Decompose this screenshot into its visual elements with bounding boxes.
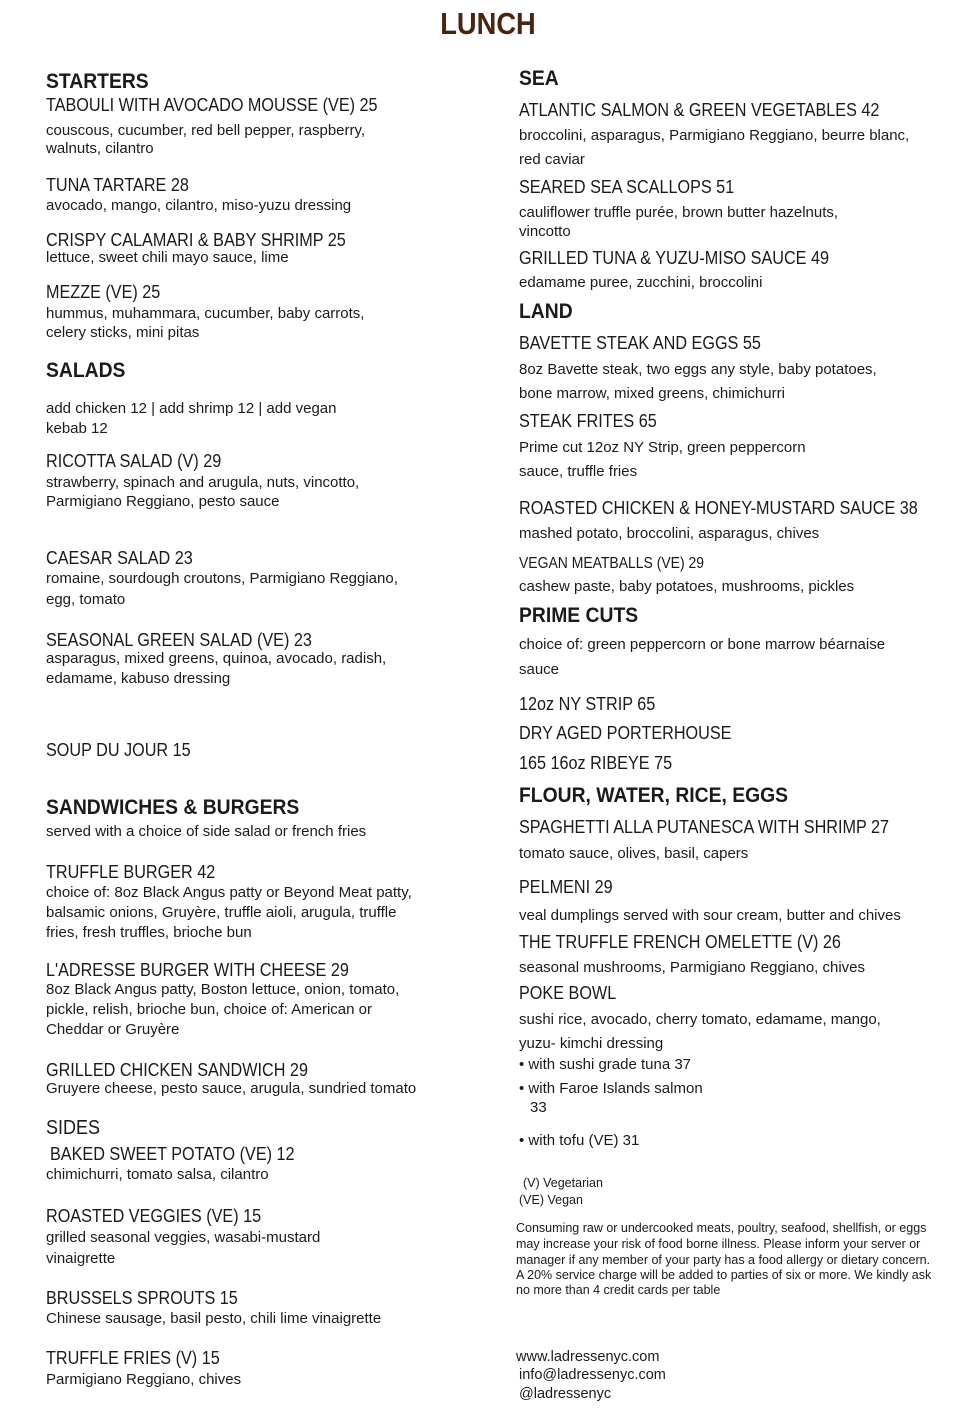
menu-item-desc: 8oz Bavette steak, two eggs any style, baby potatoes, — [519, 361, 877, 378]
menu-item-name: STEAK FRITES 65 — [519, 411, 657, 431]
menu-item-name: TRUFFLE FRIES (V) 15 — [46, 1348, 220, 1368]
section-heading-sandwiches: SANDWICHES & BURGERS — [46, 796, 300, 819]
poke-option: • with Faroe Islands salmon — [519, 1080, 703, 1097]
disclaimer-line: Consuming raw or undercooked meats, poultry, seafood, shellfish, or eggs — [516, 1221, 927, 1235]
menu-item-desc: hummus, muhammara, cucumber, baby carrots, — [46, 305, 365, 322]
legend-vegetarian: (V) Vegetarian — [523, 1176, 603, 1190]
menu-item-name: RICOTTA SALAD (V) 29 — [46, 451, 222, 471]
menu-item-desc: edamame puree, zucchini, broccolini — [519, 274, 763, 291]
section-heading-starters: STARTERS — [46, 70, 149, 93]
menu-item-name: SEARED SEA SCALLOPS 51 — [519, 177, 735, 197]
menu-item-desc: Gruyere cheese, pesto sauce, arugula, sundried tomato — [46, 1080, 417, 1097]
menu-item-desc: seasonal mushrooms, Parmigiano Reggiano, chives — [519, 959, 866, 976]
menu-item-desc: romaine, sourdough croutons, Parmigiano Reggiano, — [46, 570, 398, 587]
menu-item-name: CRISPY CALAMARI & BABY SHRIMP 25 — [46, 230, 346, 250]
menu-item-name: CAESAR SALAD 23 — [46, 548, 193, 568]
menu-item-desc: yuzu- kimchi dressing — [519, 1035, 664, 1052]
section-note: served with a choice of side salad or french fries — [46, 823, 367, 840]
section-note: choice of: green peppercorn or bone marrow béarnaise — [519, 636, 886, 653]
menu-item-desc: vinaigrette — [46, 1250, 116, 1267]
disclaimer-line: no more than 4 credit cards per table — [516, 1283, 721, 1297]
menu-item-name: TUNA TARTARE 28 — [46, 175, 189, 195]
disclaimer-line: manager if any member of your party has a food allergy or dietary concern. — [516, 1253, 931, 1267]
social-handle[interactable]: @ladressenyc — [519, 1386, 612, 1402]
salad-addons: kebab 12 — [46, 420, 108, 437]
menu-item-desc: mashed potato, broccolini, asparagus, chives — [519, 525, 820, 542]
menu-item-desc: broccolini, asparagus, Parmigiano Reggiano, beurre blanc, — [519, 127, 910, 144]
menu-item-desc: walnuts, cilantro — [46, 140, 154, 157]
menu-item-name: SEASONAL GREEN SALAD (VE) 23 — [46, 630, 312, 650]
website-link[interactable]: www.ladressenyc.com — [516, 1349, 660, 1365]
menu-item-name: GRILLED CHICKEN SANDWICH 29 — [46, 1060, 308, 1080]
menu-item-name: DRY AGED PORTERHOUSE — [519, 723, 732, 743]
menu-item-desc: sauce, truffle fries — [519, 463, 638, 480]
menu-item-desc: Chinese sausage, basil pesto, chili lime vinaigrette — [46, 1310, 382, 1327]
menu-item-desc: bone marrow, mixed greens, chimichurri — [519, 385, 785, 402]
poke-option: • with sushi grade tuna 37 — [519, 1056, 692, 1073]
menu-item-name: MEZZE (VE) 25 — [46, 282, 161, 302]
poke-option: • with tofu (VE) 31 — [519, 1132, 640, 1149]
section-heading-flour: FLOUR, WATER, RICE, EGGS — [519, 784, 789, 807]
menu-item-desc: strawberry, spinach and arugula, nuts, vincotto, — [46, 474, 360, 491]
menu-item-desc: tomato sauce, olives, basil, capers — [519, 845, 749, 862]
menu-item-name: ROASTED CHICKEN & HONEY-MUSTARD SAUCE 38 — [519, 498, 918, 518]
menu-item-desc: fries, fresh truffles, brioche bun — [46, 924, 252, 941]
menu-item-name: SPAGHETTI ALLA PUTANESCA WITH SHRIMP 27 — [519, 817, 889, 837]
menu-item-desc: Prime cut 12oz NY Strip, green peppercorn — [519, 439, 806, 456]
menu-item-name: ATLANTIC SALMON & GREEN VEGETABLES 42 — [519, 100, 880, 120]
menu-item-desc: couscous, cucumber, red bell pepper, raspberry, — [46, 122, 366, 139]
salad-addons: add chicken 12 | add shrimp 12 | add vegan — [46, 400, 337, 417]
menu-item-desc: cashew paste, baby potatoes, mushrooms, pickles — [519, 578, 855, 595]
menu-item-name: L'ADRESSE BURGER WITH CHEESE 29 — [46, 960, 349, 980]
disclaimer-line: A 20% service charge will be added to parties of six or more. We kindly ask — [516, 1268, 932, 1282]
menu-item-desc: red caviar — [519, 151, 585, 168]
menu-item-desc: veal dumplings served with sour cream, butter and chives — [519, 907, 901, 924]
menu-item-desc: sushi rice, avocado, cherry tomato, edamame, mango, — [519, 1011, 881, 1028]
section-heading-prime-cuts: PRIME CUTS — [519, 604, 639, 627]
menu-item-desc: edamame, kabuso dressing — [46, 670, 231, 687]
menu-item-desc: cauliflower truffle purée, brown butter hazelnuts, — [519, 204, 839, 221]
menu-item-name: VEGAN MEATBALLS (VE) 29 — [519, 555, 705, 572]
menu-item-name: 12oz NY STRIP 65 — [519, 694, 656, 714]
menu-item-name: 165 16oz RIBEYE 75 — [519, 753, 673, 773]
email-link[interactable]: info@ladressenyc.com — [519, 1367, 666, 1383]
menu-item-desc: lettuce, sweet chili mayo sauce, lime — [46, 249, 289, 266]
menu-item-name: PELMENI 29 — [519, 877, 613, 897]
menu-item-desc: chimichurri, tomato salsa, cilantro — [46, 1166, 269, 1183]
menu-item-name: POKE BOWL — [519, 983, 617, 1003]
legend-vegan: (VE) Vegan — [519, 1193, 583, 1207]
section-note: sauce — [519, 661, 560, 678]
menu-item-name: TABOULI WITH AVOCADO MOUSSE (VE) 25 — [46, 95, 378, 115]
menu-item-desc: Cheddar or Gruyère — [46, 1021, 180, 1038]
menu-item-name: BAKED SWEET POTATO (VE) 12 — [50, 1144, 295, 1164]
menu-item-desc: Parmigiano Reggiano, pesto sauce — [46, 493, 280, 510]
soup-du-jour: SOUP DU JOUR 15 — [46, 740, 191, 760]
menu-item-desc: choice of: 8oz Black Angus patty or Beyond Meat patty, — [46, 884, 412, 901]
section-heading-salads: SALADS — [46, 359, 126, 382]
menu-item-desc: egg, tomato — [46, 591, 126, 608]
menu-item-desc: vincotto — [519, 223, 571, 240]
menu-item-name: BRUSSELS SPROUTS 15 — [46, 1288, 238, 1308]
poke-option-price: 33 — [530, 1099, 547, 1116]
menu-item-name: GRILLED TUNA & YUZU-MISO SAUCE 49 — [519, 248, 829, 268]
menu-item-desc: avocado, mango, cilantro, miso-yuzu dressing — [46, 197, 352, 214]
menu-item-desc: celery sticks, mini pitas — [46, 324, 200, 341]
menu-item-name: ROASTED VEGGIES (VE) 15 — [46, 1206, 262, 1226]
menu-item-desc: grilled seasonal veggies, wasabi-mustard — [46, 1229, 321, 1246]
section-heading-land: LAND — [519, 300, 573, 323]
menu-item-desc: balsamic onions, Gruyère, truffle aioli, arugula, truffle — [46, 904, 397, 921]
section-heading-sea: SEA — [519, 67, 559, 90]
menu-item-desc: pickle, relish, brioche bun, choice of: American or — [46, 1001, 372, 1018]
menu-item-desc: 8oz Black Angus patty, Boston lettuce, onion, tomato, — [46, 981, 400, 998]
menu-item-name: THE TRUFFLE FRENCH OMELETTE (V) 26 — [519, 932, 841, 952]
menu-item-desc: asparagus, mixed greens, quinoa, avocado, radish, — [46, 650, 387, 667]
menu-item-desc: Parmigiano Reggiano, chives — [46, 1371, 242, 1388]
section-heading-sides: SIDES — [46, 1117, 101, 1139]
menu-item-name: TRUFFLE BURGER 42 — [46, 862, 216, 882]
disclaimer-line: may increase your risk of food borne illness. Please inform your server or — [516, 1237, 921, 1251]
menu-item-name: BAVETTE STEAK AND EGGS 55 — [519, 333, 761, 353]
page-title: LUNCH — [440, 6, 536, 41]
